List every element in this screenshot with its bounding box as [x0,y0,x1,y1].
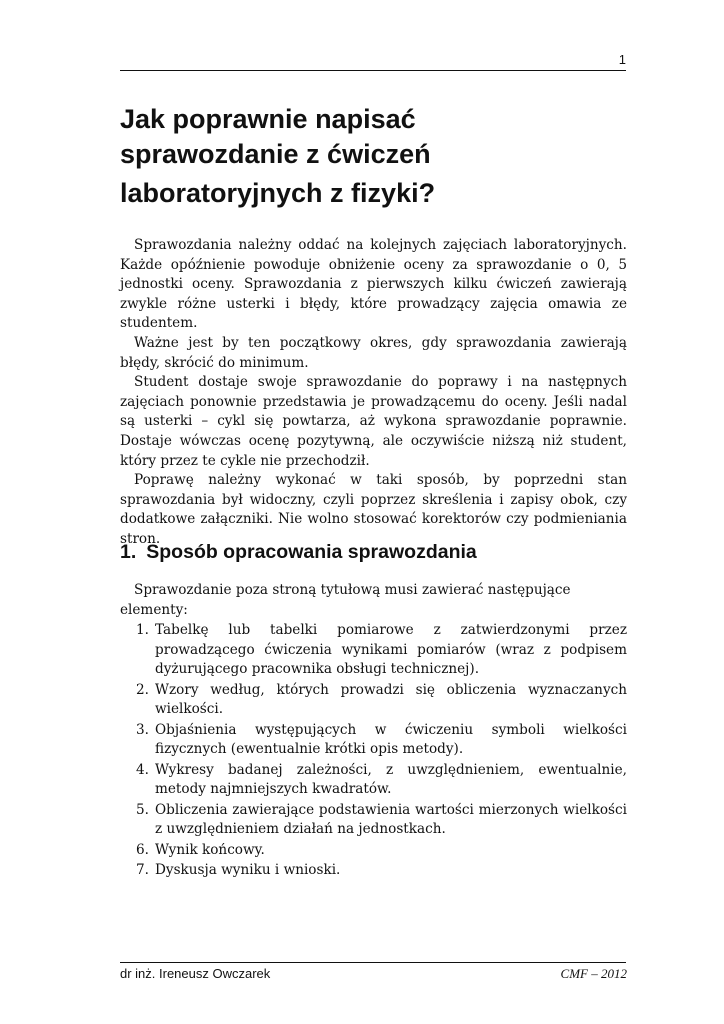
intro-paragraph-2: Ważne jest by ten początkowy okres, gdy sprawozdania zawierają błędy, skrócić do minimum. [120,334,627,371]
list-item-text: Dyskusja wyniku i wnioski. [155,861,341,878]
title-line-2: sprawozdanie z ćwiczeń [120,139,431,169]
list-item-text: Tabelkę lub tabelki pomiarowe z zatwierdzonymi przez prowadzącego ćwiczenia wynikami pomiarów (wraz z podpisem dyżurującego pracownika obsługi technicznej). [155,621,627,678]
list-item [120,761,627,800]
list-marker: 4. [136,761,149,778]
list-item-text: Wzory według, których prowadzi się obliczenia wyznaczanych wielkości. [155,681,627,718]
list-item [120,681,627,720]
intro-p1-after: jednostki oceny. Sprawozdania z pierwszych kilku ćwiczeń zawierają zwykle różne usterki i błędy, które prowadzący zajęcia omawia ze studentem. [120,276,627,332]
title-line-1: Jak poprawnie napisać [120,104,416,134]
list-item [120,621,627,680]
list-item-text: Wykresy badanej zależności, z uwzględnieniem, ewentualnie, metody najmniejszych kwadratów. [155,761,627,798]
footer-rule [120,962,626,963]
list-marker: 5. [136,801,149,818]
list-marker: 6. [136,841,149,858]
section-body [120,581,627,880]
document-title [120,102,626,211]
list-marker: 1. [136,621,149,638]
list-item [120,801,627,840]
section-heading [120,538,477,566]
penalty-value: 0, 5 [596,256,627,273]
list-marker: 7. [136,861,149,878]
list-item-text: Obliczenia zawierające podstawienia wartości mierzonych wielkości z uwzględnieniem działań na jednostkach. [155,801,627,838]
page-number: 1 [618,52,626,67]
title-line-3: laboratoryjnych z fizyki? [120,178,436,208]
footer-course-year: CMF – 2012 [560,966,627,981]
required-elements-list [120,621,627,881]
footer-author: dr inż. Ireneusz Owczarek [120,966,271,981]
header-rule [120,70,626,71]
list-marker: 2. [136,681,149,698]
intro-paragraph-1 [120,236,627,334]
intro-paragraph-3: Student dostaje swoje sprawozdanie do poprawy i na następnych zajęciach ponownie przedstawia je prowadzącemu do oceny. Jeśli nadal są usterki – cykl się powtarza, aż wykona sprawozdanie poprawnie. Dostaje wówczas ocenę pozytywną, ale oczywiście niższą niż student, który przez te cykle nie przechodził. [120,374,627,469]
list-marker: 3. [136,721,149,738]
list-item [120,861,627,881]
list-item-text: Wynik końcowy. [155,841,265,858]
section-title: Sposób opracowania sprawozdania [146,541,477,563]
intro-p1-before: Sprawozdania należny oddać na kolejnych zajęciach laboratoryjnych. Każde opóźnienie powoduje obniżenie oceny za sprawozdanie o [120,237,627,273]
list-item [120,721,627,760]
section-lead: Sprawozdanie poza stroną tytułową musi zawierać następujące elementy: [120,582,571,618]
list-item-text: Objaśnienia występujących w ćwiczeniu symboli wielkości fizycznych (ewentualnie krótki opis metody). [155,721,627,758]
section-number: 1. [120,541,137,563]
intro-section [120,236,627,550]
intro-paragraph-4: Poprawę należny wykonać w taki sposób, by poprzedni stan sprawozdania był widoczny, czyli poprzez skreślenia i zapisy obok, czy dodatkowe załączniki. Nie wolno stosować korektorów czy podmieniania stron. [120,472,627,547]
list-item [120,841,627,861]
